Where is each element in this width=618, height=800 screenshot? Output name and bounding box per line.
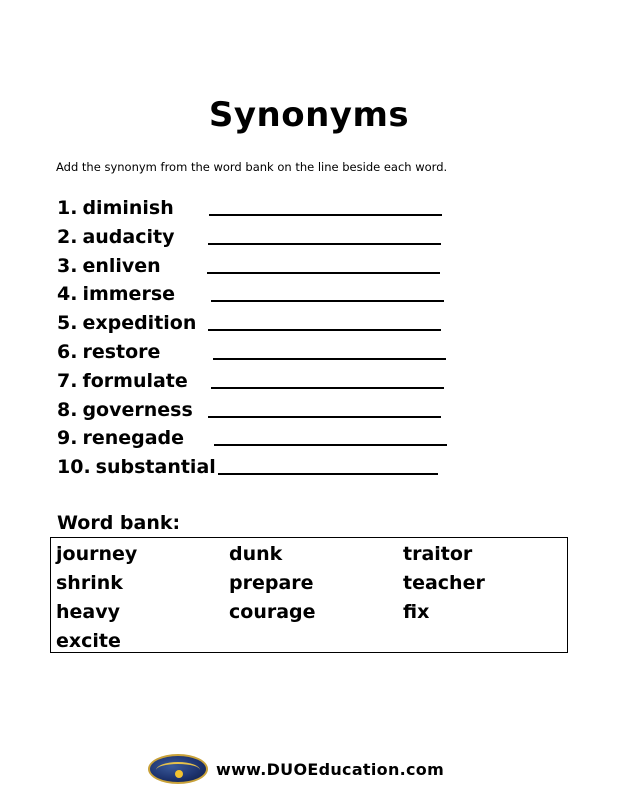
answer-line[interactable] — [208, 243, 441, 245]
vocab-word: audacity — [82, 225, 175, 248]
vocab-word: diminish — [82, 197, 174, 219]
list-item — [57, 453, 477, 482]
word-bank-item: heavy — [56, 601, 121, 623]
list-item — [57, 194, 477, 223]
item-number: 10. — [57, 456, 91, 479]
footer — [148, 752, 444, 786]
answer-line[interactable] — [208, 329, 441, 331]
answer-line[interactable] — [218, 473, 438, 475]
page-title: Synonyms — [208, 95, 410, 135]
answer-line[interactable] — [213, 358, 446, 360]
list-item — [57, 280, 477, 309]
item-number: 2. — [57, 225, 78, 248]
item-number: 6. — [57, 340, 78, 363]
item-number: 5. — [57, 312, 78, 335]
word-bank-item: prepare — [229, 572, 314, 594]
vocab-word: renegade — [82, 427, 185, 450]
list-item — [57, 396, 477, 425]
word-bank-item: excite — [56, 630, 121, 652]
logo-sun — [175, 770, 183, 778]
word-bank-item: fix — [403, 601, 430, 623]
answer-line[interactable] — [211, 300, 444, 302]
item-number: 7. — [57, 369, 78, 392]
vocab-word: governess — [82, 398, 193, 421]
word-bank-item: teacher — [403, 572, 485, 594]
word-bank-item: courage — [229, 601, 316, 623]
vocab-word: enliven — [82, 254, 161, 277]
item-number: 3. — [57, 254, 78, 277]
word-bank-item: journey — [56, 543, 138, 565]
vocab-word: restore — [82, 340, 161, 363]
list-item — [57, 424, 477, 453]
word-bank-item: dunk — [229, 543, 283, 565]
list-item — [57, 223, 477, 252]
word-list — [57, 194, 477, 482]
word-bank-heading: Word bank: — [57, 512, 181, 534]
list-item — [57, 309, 477, 338]
vocab-word: substantial — [95, 456, 216, 479]
answer-line[interactable] — [211, 387, 444, 389]
answer-line[interactable] — [209, 214, 442, 216]
list-item — [57, 252, 477, 281]
word-bank-item: shrink — [56, 572, 123, 594]
instructions: Add the synonym from the word bank on the line beside each word. — [56, 160, 448, 174]
item-number: 4. — [57, 283, 78, 306]
word-bank-item: traitor — [403, 543, 473, 565]
item-number: 9. — [57, 427, 78, 450]
item-number: 8. — [57, 398, 78, 421]
vocab-word: expedition — [82, 312, 197, 335]
vocab-word: formulate — [82, 369, 188, 392]
vocab-word: immerse — [82, 283, 176, 306]
answer-line[interactable] — [207, 272, 440, 274]
item-number: 1. — [57, 197, 78, 219]
list-item — [57, 367, 477, 396]
answer-line[interactable] — [208, 416, 441, 418]
website-link[interactable]: www.DUOEducation.com — [216, 759, 445, 779]
answer-line[interactable] — [214, 444, 447, 446]
list-item — [57, 338, 477, 367]
word-bank-box — [50, 537, 568, 653]
duo-education-logo-icon — [148, 754, 208, 784]
